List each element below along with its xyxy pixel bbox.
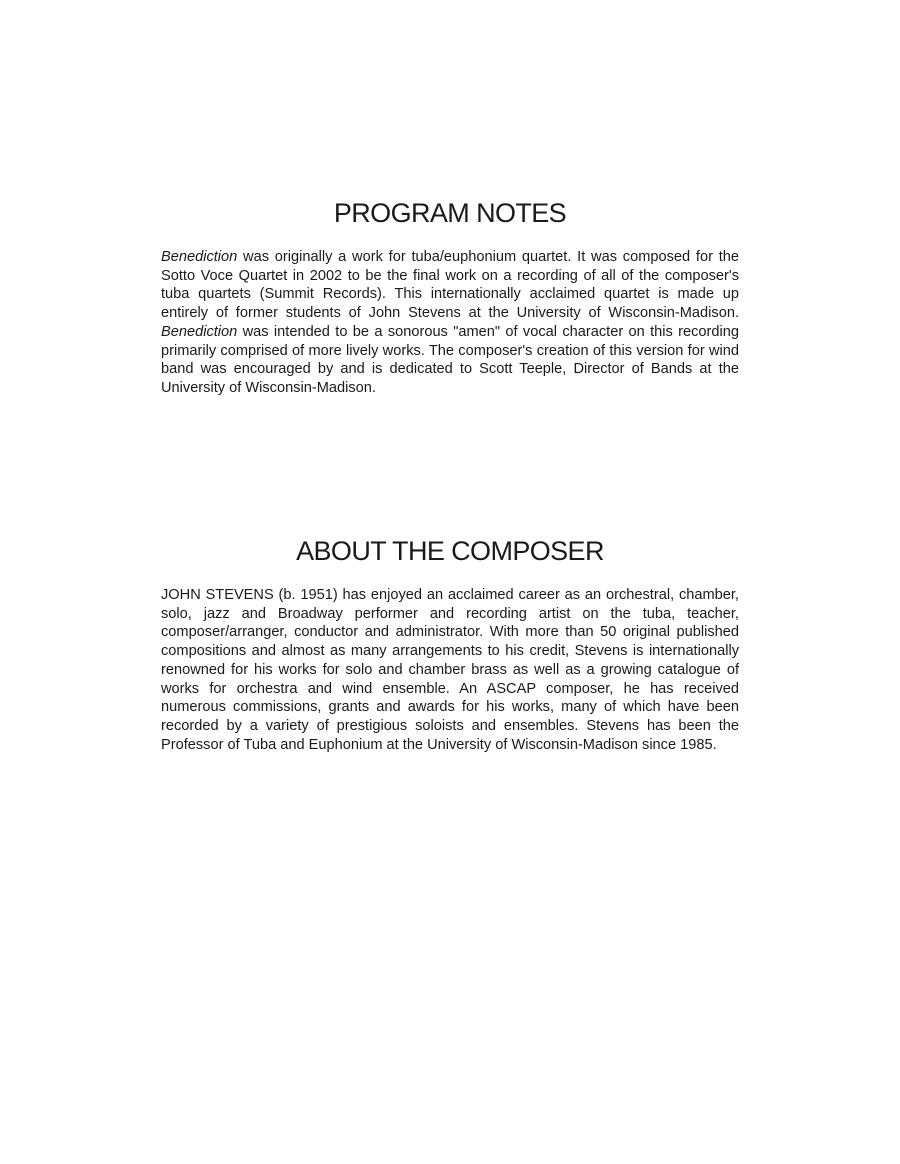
work-title: Benediction [161, 323, 238, 340]
about-composer-section [161, 532, 739, 754]
program-notes-heading: PROGRAM NOTES [333, 198, 567, 228]
work-title: Benediction [161, 249, 238, 265]
program-notes-text: was intended to be a sonorous "amen" of vocal character on this recording primarily comprised of more lively works. The composer's creation of this version for wind band was encouraged by and is dedicated to Scott Teeple, Director of Bands at the University of Wisconsin-Madison. [161, 323, 739, 396]
program-notes-text: was originally a work for tuba/euphonium quartet. It was composed for the Sotto Voce Quartet in 2002 to be the final work on a recording of all of the composer's tuba quartets (Summit Records). This internationally acclaimed quartet is made up entirely of former students of John Stevens at the University of Wisconsin-Madison. [161, 249, 739, 322]
about-composer-paragraph: JOHN STEVENS (b. 1951) has enjoyed an acclaimed career as an orchestral, chamber, solo, jazz and Broadway performer and recording artist on the tuba, teacher, composer/arranger, conductor and administrator. With more than 50 original published compositions and almost as many arrangements to his credit, Stevens is internationally renowned for his works for solo and chamber brass as well as a growing catalogue of works for orchestra and wind ensemble. An ASCAP composer, he has received numerous commissions, grants and awards for his works, many of which have been recorded by a variety of prestigious soloists and ensembles. Stevens has been the Professor of Tuba and Euphonium at the University of Wisconsin-Madison since 1985. [161, 587, 739, 753]
about-composer-heading: ABOUT THE COMPOSER [296, 536, 604, 566]
program-notes-paragraph [161, 248, 739, 398]
program-notes-section [161, 194, 739, 398]
